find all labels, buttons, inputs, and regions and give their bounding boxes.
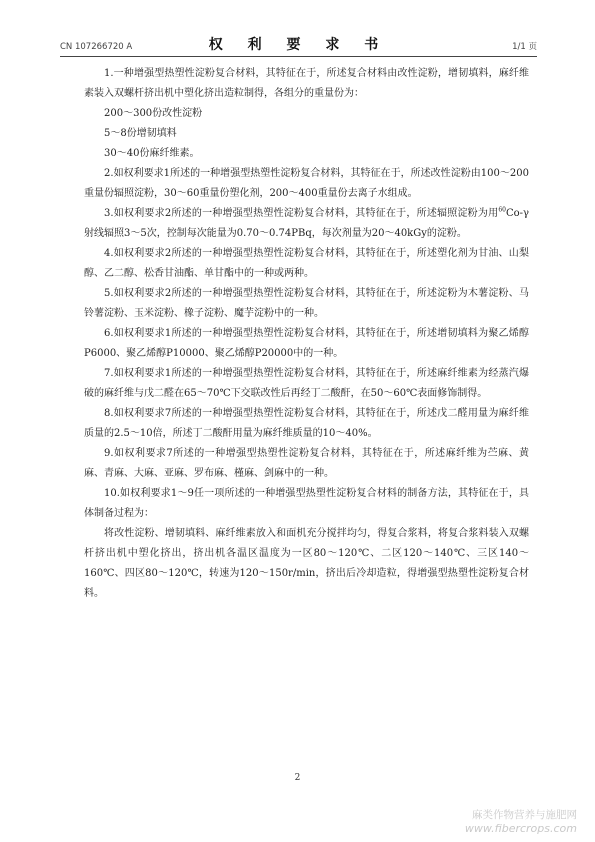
claim-5: 5.如权利要求2所述的一种增强型热塑性淀粉复合材料，其特征在于，所述淀粉为木薯淀粉、马铃薯淀粉、玉米淀粉、橡子淀粉、魔芋淀粉中的一种。 [84,288,529,319]
claim-1-item-c: 30～40份麻纤维素。 [104,148,200,159]
patent-number: CN 107266720 A [60,42,133,52]
claims-body [84,64,529,604]
page-number: 2 [294,773,301,783]
claim-1-item-b: 5～8份增韧填料 [104,128,177,139]
claim-10: 10.如权利要求1～9任一项所述的一种增强型热塑性淀粉复合材料的制备方法，其特征在于，具体制备过程为： [84,488,529,519]
claim-4: 4.如权利要求2所述的一种增强型热塑性淀粉复合材料，其特征在于，所述塑化剂为甘油、山梨醇、乙二醇、松香甘油酯、单甘酯中的一种或两种。 [84,248,529,279]
claim-6: 6.如权利要求1所述的一种增强型热塑性淀粉复合材料，其特征在于，所述增韧填料为聚乙烯醇P6000、聚乙烯醇P10000、聚乙烯醇P20000中的一种。 [84,328,529,359]
claim-8: 8.如权利要求7所述的一种增强型热塑性淀粉复合材料，其特征在于，所述戊二醛用量为麻纤维质量的2.5～10倍，所述丁二酸酐用量为麻纤维质量的10～40%。 [84,408,529,439]
claim-3-text-post: Co-γ射线辐照3～5次，控制每次能量为0.70～0.74PBq，每次剂量为20～40kGy的淀粉。 [84,208,529,239]
claim-3 [84,204,529,244]
document-header [60,30,537,57]
claim-3-text-pre: 3.如权利要求2所述的一种增强型热塑性淀粉复合材料，其特征在于，所述辐照淀粉为用 [104,208,499,219]
page-indicator: 1/1 页 [512,42,537,52]
site-watermark [465,808,577,836]
claim-10-body: 将改性淀粉、增韧填料、麻纤维素放入和面机充分搅拌均匀，得复合浆料，将复合浆料装入双螺杆挤出机中塑化挤出，挤出机各温区温度为一区80～120℃、二区120～140℃、三区140～160℃、四区80～120℃，转速为120～150r/min，挤出后冷却造粒，得增强型热塑性淀粉复合材料。 [84,528,529,599]
claim-1-item-a: 200～300份改性淀粉 [104,108,203,119]
claim-3-superscript: 60 [498,206,506,214]
page-title: 权 利 要 求 书 [208,37,389,53]
claim-7: 7.如权利要求1所述的一种增强型热塑性淀粉复合材料，其特征在于，所述麻纤维素为经蒸汽爆破的麻纤维与戊二醛在65～70℃下交联改性后再经丁二酸酐，在50～60℃表面修饰制得。 [84,368,529,399]
claim-9: 9.如权利要求7所述的一种增强型热塑性淀粉复合材料，其特征在于，所述麻纤维为苎麻、黄麻、青麻、大麻、亚麻、罗布麻、槿麻、剑麻中的一种。 [84,448,529,479]
watermark-site-name: 麻类作物营养与施肥网 [472,809,577,821]
claim-1: 1.一种增强型热塑性淀粉复合材料，其特征在于，所述复合材料由改性淀粉，增韧填料，麻纤维素装入双螺杆挤出机中塑化挤出造粒制得，各组分的重量份为： [84,68,529,99]
watermark-url: www.fibercrops.com [464,822,577,835]
claim-2: 2.如权利要求1所述的一种增强型热塑性淀粉复合材料，其特征在于，所述改性淀粉由100～200重量份辐照淀粉，30～60重量份塑化剂，200～400重量份去离子水组成。 [84,168,529,199]
